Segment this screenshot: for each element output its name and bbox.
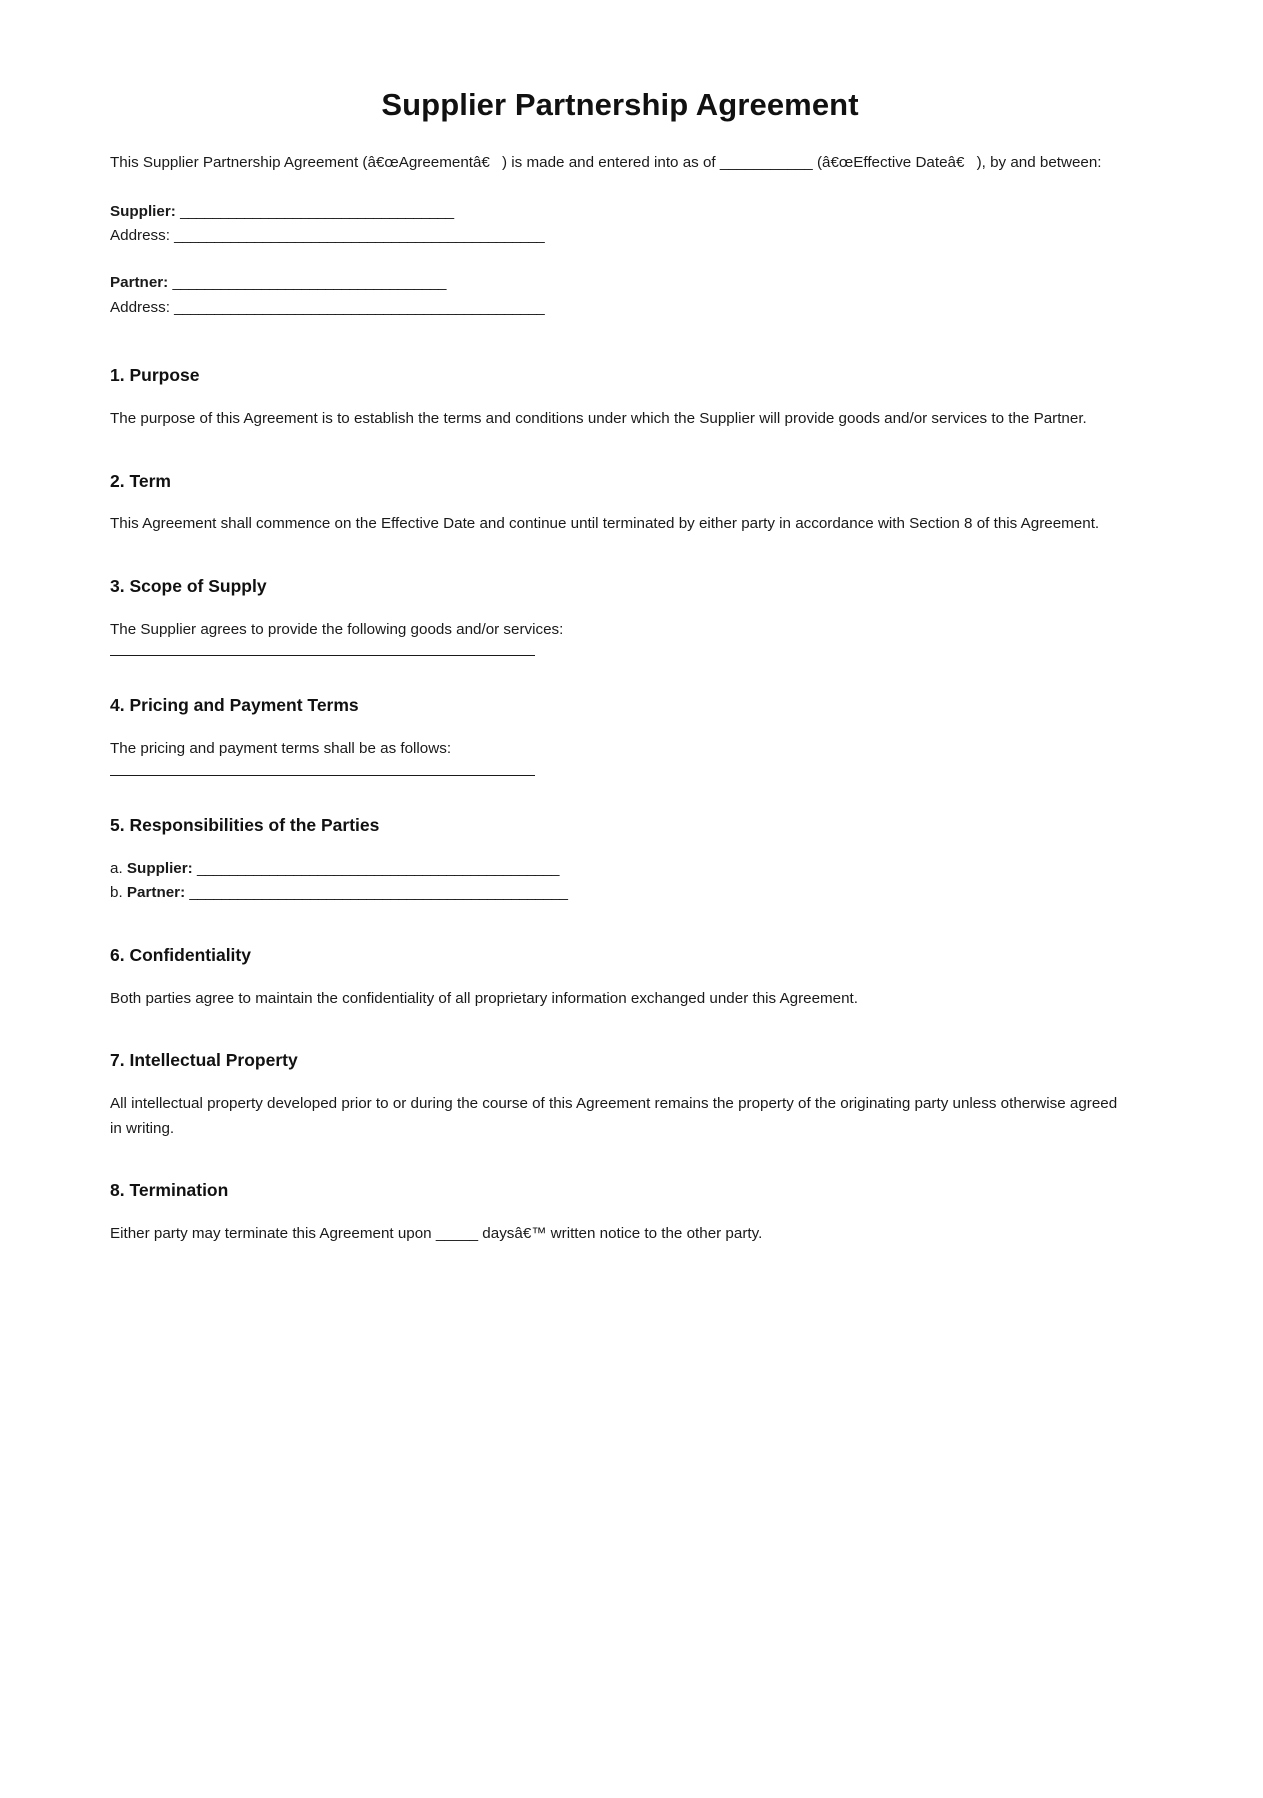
section-purpose <box>110 364 1130 431</box>
partner-address-label: Address: <box>110 298 170 316</box>
page-title: Supplier Partnership Agreement <box>381 87 859 122</box>
party-block-supplier <box>110 200 1130 249</box>
pricing-fill-line[interactable] <box>110 775 535 776</box>
responsibility-role-partner: Partner: <box>126 884 186 902</box>
section-body: This Agreement shall commence on the Effective Date and continue until terminated by either party in accordance with Section 8 of this Agreement. <box>110 515 1100 533</box>
supplier-address-label: Address: <box>110 227 170 245</box>
partner-name-line <box>110 271 1130 296</box>
section-heading: 2. Term <box>110 470 171 491</box>
supplier-address-line <box>110 224 1130 249</box>
responsibility-supplier-blank[interactable]: _____________________________________________ <box>196 859 560 877</box>
section-body: Either party may terminate this Agreement upon _____ daysâ€™ written notice to the other party. <box>110 1224 763 1242</box>
section-heading: 1. Purpose <box>110 365 200 386</box>
section-body: The purpose of this Agreement is to establish the terms and conditions under which the Supplier will provide goods and/or services to the Partner. <box>110 410 1087 427</box>
section-responsibilities-of-the-parties <box>110 814 1130 906</box>
list-item <box>110 857 1130 882</box>
section-body: Both parties agree to maintain the confidentiality of all proprietary information exchanged under this Agreement. <box>110 989 858 1007</box>
section-heading: 8. Termination <box>110 1180 229 1201</box>
partner-name-blank[interactable]: __________________________________ <box>172 274 447 291</box>
section-body: The pricing and payment terms shall be as follows: <box>110 740 452 758</box>
document-content <box>110 0 1130 1247</box>
section-intellectual-property <box>110 1049 1130 1141</box>
partner-address-blank[interactable]: ______________________________________________ <box>174 298 545 316</box>
responsibility-partner-blank[interactable]: _______________________________________________ <box>189 884 568 902</box>
section-heading: 5. Responsibilities of the Parties <box>110 814 380 835</box>
intro-paragraph: This Supplier Partnership Agreement (â€œAgreementâ€) is made and entered into as of ___________ (â€œEffective Dateâ€), by and between: <box>110 154 1102 172</box>
party-block-partner <box>110 271 1130 320</box>
section-term <box>110 470 1130 537</box>
supplier-name-line <box>110 200 1130 225</box>
section-heading: 4. Pricing and Payment Terms <box>110 695 359 716</box>
list-marker: a. <box>110 859 123 877</box>
section-confidentiality <box>110 944 1130 1011</box>
list-item <box>110 881 1130 906</box>
scope-fill-line[interactable] <box>110 655 535 656</box>
supplier-label: Supplier: <box>110 202 176 220</box>
partner-label: Partner: <box>110 274 169 291</box>
list-marker: b. <box>110 884 123 902</box>
section-heading: 6. Confidentiality <box>110 944 251 965</box>
section-pricing-and-payment-terms <box>110 694 1130 775</box>
partner-address-line <box>110 296 1130 321</box>
section-heading: 3. Scope of Supply <box>110 576 267 596</box>
responsibility-role-supplier: Supplier: <box>126 859 193 877</box>
section-scope-of-supply <box>110 575 1130 656</box>
supplier-name-blank[interactable]: __________________________________ <box>180 202 454 220</box>
section-heading: 7. Intellectual Property <box>110 1050 298 1071</box>
section-termination <box>110 1179 1130 1246</box>
supplier-address-blank[interactable]: ______________________________________________ <box>174 227 545 245</box>
section-body: All intellectual property developed prior to or during the course of this Agreement remains the property of the originating party unless otherwise agreed in writing. <box>110 1094 1118 1137</box>
section-body: The Supplier agrees to provide the following goods and/or services: <box>110 620 564 638</box>
responsibilities-list <box>110 857 1130 906</box>
